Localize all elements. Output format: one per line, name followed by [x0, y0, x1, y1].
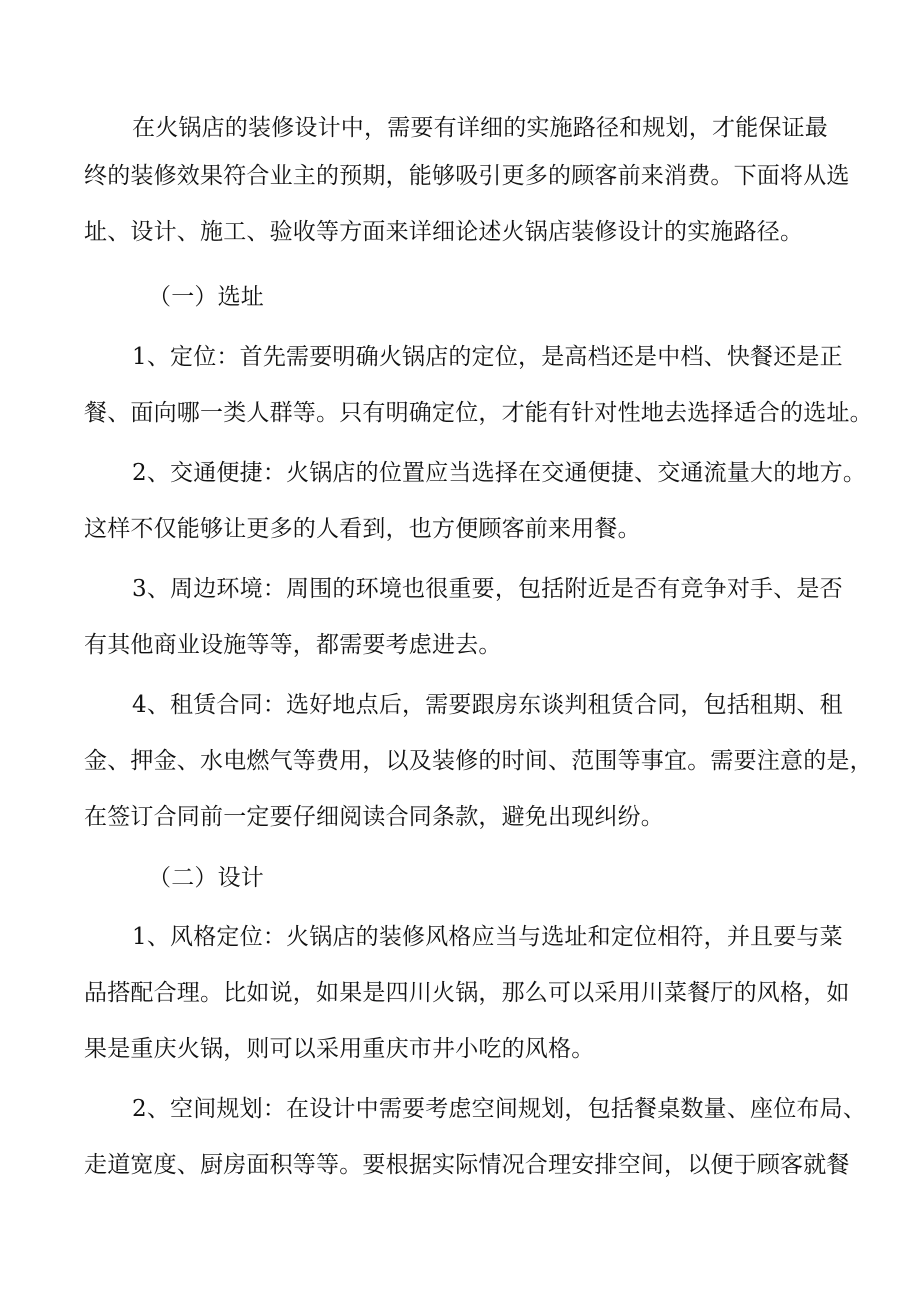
paragraph-style-line-1: 1、风格定位：火锅店的装修风格应当与选址和定位相符，并且要与菜 — [132, 924, 843, 950]
paragraph-environment-line-1: 3、周边环境：周围的环境也很重要，包括附近是否有竞争对手、是否 — [132, 576, 843, 602]
paragraph-transport-line-1: 2、交通便捷：火锅店的位置应当选择在交通便捷、交通流量大的地方。 — [132, 460, 867, 486]
intro-line-3: 址、设计、施工、验收等方面来详细论述火锅店装修设计的实施路径。 — [84, 219, 804, 245]
paragraph-style-line-3: 果是重庆火锅，则可以采用重庆市井小吃的风格。 — [84, 1036, 595, 1062]
section-heading-site-selection: （一）选址 — [148, 284, 264, 310]
intro-line-1: 在火锅店的装修设计中，需要有详细的实施路径和规划，才能保证最 — [132, 115, 828, 141]
paragraph-positioning-line-2: 餐、面向哪一类人群等。只有明确定位，才能有针对性地去选择适合的选址。 — [84, 400, 873, 426]
paragraph-environment-line-2: 有其他商业设施等等，都需要考虑进去。 — [84, 632, 502, 658]
intro-line-2: 终的装修效果符合业主的预期，能够吸引更多的顾客前来消费。下面将从选 — [84, 163, 850, 189]
section-heading-design: （二）设计 — [148, 865, 264, 891]
paragraph-space-line-1: 2、空间规划：在设计中需要考虑空间规划，包括餐桌数量、座位布局、 — [132, 1096, 867, 1122]
paragraph-lease-line-2: 金、押金、水电燃气等费用，以及装修的时间、范围等事宜。需要注意的是， — [84, 748, 873, 774]
paragraph-transport-line-2: 这样不仅能够让更多的人看到，也方便顾客前来用餐。 — [84, 516, 641, 542]
paragraph-lease-line-1: 4、租赁合同：选好地点后，需要跟房东谈判租赁合同，包括租期、租 — [132, 692, 843, 718]
paragraph-positioning-line-1: 1、定位：首先需要明确火锅店的定位，是高档还是中档、快餐还是正 — [132, 344, 843, 370]
paragraph-space-line-2: 走道宽度、厨房面积等等。要根据实际情况合理安排空间，以便于顾客就餐 — [84, 1152, 850, 1178]
paragraph-style-line-2: 品搭配合理。比如说，如果是四川火锅，那么可以采用川菜餐厅的风格，如 — [84, 980, 850, 1006]
paragraph-lease-line-3: 在签订合同前一定要仔细阅读合同条款，避免出现纠纷。 — [84, 804, 664, 830]
